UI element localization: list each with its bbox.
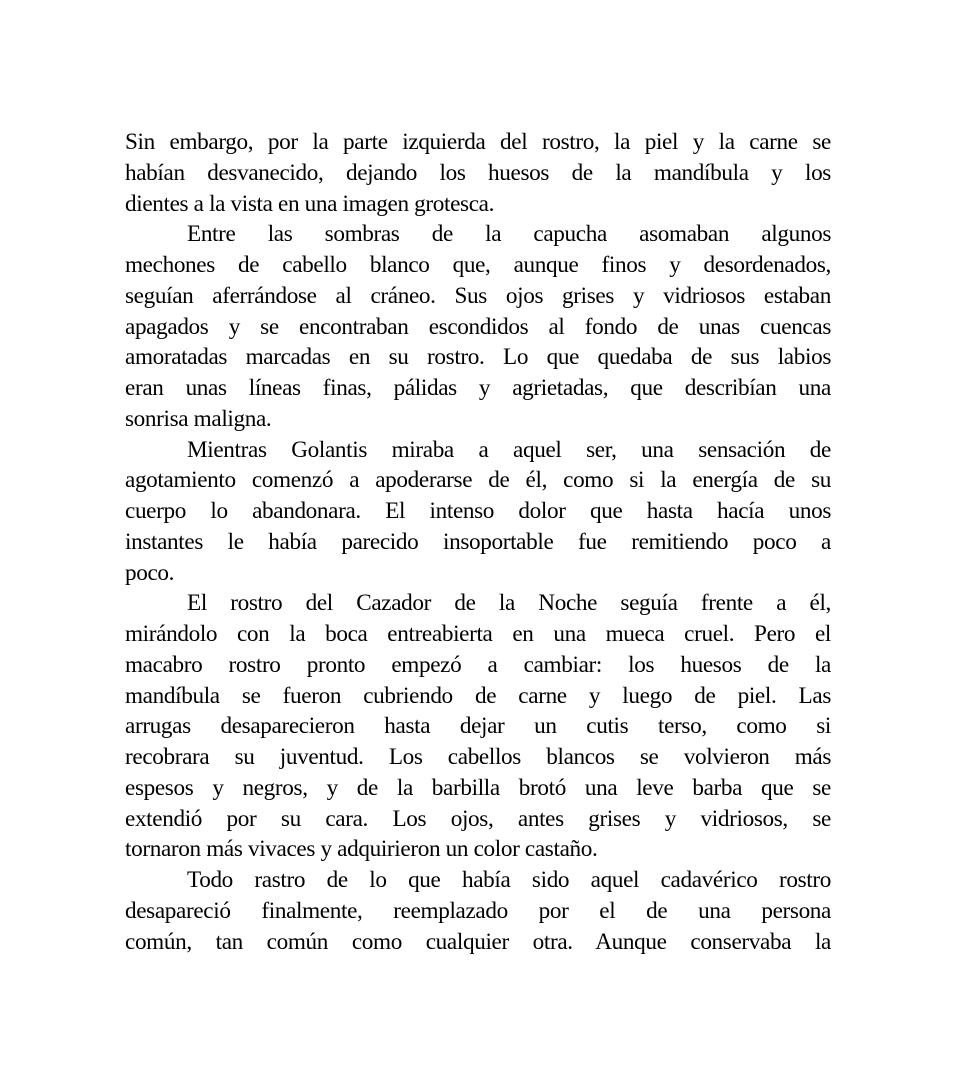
paragraph-3: [125, 435, 831, 589]
text-line: instantes le había parecido insoportable fue remitiendo poco a: [125, 528, 831, 555]
text-line: mechones de cabello blanco que, aunque finos y desordenados,: [125, 252, 831, 278]
text-line: Mientras Golantis miraba a aquel ser, una sensación de: [187, 436, 831, 463]
text-line: agotamiento comenzó a apoderarse de él, como si la energía de su: [125, 467, 831, 494]
paragraph-2: [125, 219, 831, 434]
text-line: eran unas líneas finas, pálidas y agrietadas, que describían una: [125, 375, 831, 401]
text-line: seguían aferrándose al cráneo. Sus ojos grises y vidriosos estaban: [125, 282, 831, 309]
paragraph-5: [125, 865, 831, 957]
text-line: sonrisa maligna.: [125, 405, 272, 432]
text-line: Entre las sombras de la capucha asomaban algunos: [187, 221, 831, 248]
text-line: mandíbula se fueron cubriendo de carne y luego de piel. Las: [125, 682, 831, 709]
text-line: tornaron más vivaces y adquirieron un color castaño.: [125, 836, 598, 863]
text-line: amoratadas marcadas en su rostro. Lo que quedaba de sus labios: [125, 344, 831, 371]
document-page: [125, 127, 831, 957]
text-line: El rostro del Cazador de la Noche seguía frente a él,: [187, 590, 831, 617]
text-line: espesos y negros, y de la barbilla brotó una leve barba que se: [125, 774, 831, 801]
paragraph-4: [125, 588, 831, 865]
text-line: Sin embargo, por la parte izquierda del rostro, la piel y la carne se: [125, 129, 831, 155]
text-line: Todo rastro de lo que había sido aquel cadavérico rostro: [187, 867, 831, 893]
text-line: desapareció finalmente, reemplazado por el de una persona: [125, 897, 831, 924]
paragraph-1: [125, 127, 831, 219]
text-line: arrugas desaparecieron hasta dejar un cutis terso, como si: [125, 713, 831, 740]
text-line: macabro rostro pronto empezó a cambiar: los huesos de la: [125, 651, 831, 678]
text-line: común, tan común como cualquier otra. Aunque conservaba la: [125, 928, 831, 955]
text-line: poco.: [125, 559, 175, 586]
text-line: cuerpo lo abandonara. El intenso dolor que hasta hacía unos: [125, 498, 831, 524]
text-line: habían desvanecido, dejando los huesos de la mandíbula y los: [125, 159, 831, 186]
text-line: dientes a la vista en una imagen grotesca.: [125, 190, 495, 217]
text-line: recobrara su juventud. Los cabellos blancos se volvieron más: [125, 744, 831, 770]
text-line: apagados y se encontraban escondidos al fondo de unas cuencas: [125, 313, 831, 340]
text-line: mirándolo con la boca entreabierta en una mueca cruel. Pero el: [125, 621, 831, 647]
text-line: extendió por su cara. Los ojos, antes grises y vidriosos, se: [125, 805, 831, 832]
